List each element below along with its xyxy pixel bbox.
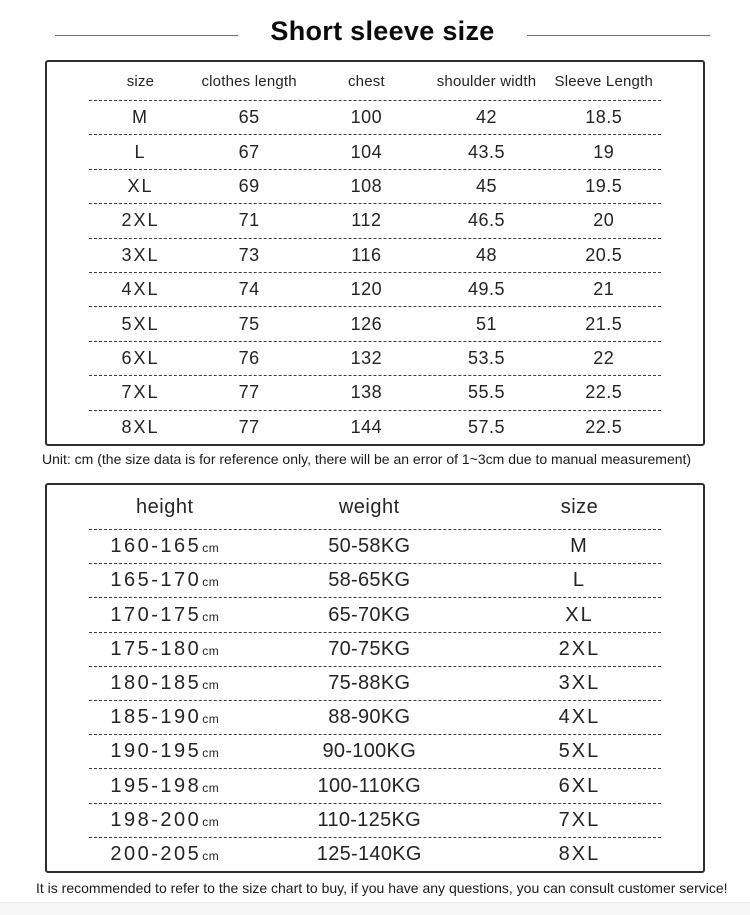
height-cell <box>89 672 241 695</box>
weight-cell: 100-110KG <box>317 774 422 797</box>
measurement-table-header-row <box>89 62 661 101</box>
table-row <box>89 530 661 564</box>
table-row <box>89 735 661 769</box>
height-cell <box>89 535 241 558</box>
height-cell <box>89 843 241 866</box>
chest-cell: 108 <box>350 176 383 197</box>
chest-cell: 120 <box>350 279 383 300</box>
chest-cell: 126 <box>350 313 383 334</box>
table-row <box>89 804 661 838</box>
weight-cell: 88-90KG <box>328 706 411 729</box>
height-cell <box>89 740 241 763</box>
shoulder-width-cell: 43.5 <box>467 141 506 162</box>
height-value: 195-198 <box>110 774 202 797</box>
sleeve-length-cell: 20 <box>593 210 615 231</box>
size-cell: 7XL <box>558 808 601 831</box>
size-cell: 6XL <box>558 774 601 797</box>
advice-note: It is recommended to refer to the size chart to buy, if you have any questions, you can consult customer service! <box>36 880 728 896</box>
size-cell: 5XL <box>558 740 601 763</box>
size-cell: XL <box>127 176 154 197</box>
sleeve-length-cell: 20.5 <box>585 244 623 265</box>
table-row <box>89 633 661 667</box>
height-value: 160-165 <box>110 535 202 558</box>
clothes-length-cell: 75 <box>238 313 260 334</box>
shoulder-width-cell: 49.5 <box>467 279 506 300</box>
chest-cell: 104 <box>350 141 383 162</box>
clothes-length-cell: 71 <box>238 210 260 231</box>
height-cell <box>89 604 241 627</box>
weight-cell: 58-65KG <box>328 569 411 592</box>
height-value: 190-195 <box>110 740 202 763</box>
size-cell: 8XL <box>121 416 160 437</box>
height-value: 180-185 <box>110 671 202 694</box>
table-row <box>89 342 661 376</box>
sleeve-length-cell: 21 <box>593 279 615 300</box>
shoulder-width-cell: 48 <box>475 244 498 265</box>
chest-cell: 132 <box>350 348 383 369</box>
header-size: size <box>560 495 599 518</box>
size-cell: 2XL <box>558 637 601 660</box>
measurement-table-body <box>47 62 703 444</box>
size-cell: 6XL <box>121 348 160 369</box>
chest-cell: 138 <box>350 382 383 403</box>
header-chest: chest <box>347 72 385 90</box>
weight-cell: 75-88KG <box>328 671 411 694</box>
height-value: 198-200 <box>110 808 202 831</box>
clothes-length-cell: 74 <box>238 279 260 300</box>
clothes-length-cell: 77 <box>238 382 260 403</box>
weight-cell: 70-75KG <box>328 637 411 660</box>
size-cell: 5XL <box>121 313 160 334</box>
clothes-length-cell: 76 <box>238 348 260 369</box>
sleeve-length-cell: 19.5 <box>585 176 623 197</box>
size-cell: 3XL <box>558 671 601 694</box>
sleeve-length-cell: 21.5 <box>585 313 623 334</box>
height-unit: cm <box>202 541 220 556</box>
size-cell: 3XL <box>121 244 160 265</box>
height-cell <box>89 809 241 832</box>
height-value: 170-175 <box>110 603 202 626</box>
sleeve-length-cell: 22.5 <box>585 416 623 437</box>
sleeve-length-cell: 19 <box>593 141 615 162</box>
shoulder-width-cell: 42 <box>475 107 498 128</box>
shoulder-width-cell: 51 <box>475 313 498 334</box>
size-cell: M <box>131 107 149 128</box>
size-cell: 8XL <box>558 842 601 865</box>
table-row <box>89 598 661 632</box>
chest-cell: 100 <box>350 107 383 128</box>
height-cell <box>89 638 241 661</box>
size-cell: L <box>572 569 587 592</box>
height-unit: cm <box>202 780 220 795</box>
chest-cell: 144 <box>350 416 383 437</box>
fit-table-body <box>47 485 703 871</box>
table-row <box>89 273 661 307</box>
weight-cell: 90-100KG <box>322 740 417 763</box>
weight-cell: 50-58KG <box>328 535 411 558</box>
clothes-length-cell: 67 <box>238 141 260 162</box>
fit-table <box>45 483 705 873</box>
table-row <box>89 135 661 169</box>
unit-note: Unit: cm (the size data is for reference only, there will be an error of 1~3cm due to manual measurement) <box>42 451 692 467</box>
size-cell: 2XL <box>121 210 160 231</box>
height-unit: cm <box>202 575 220 590</box>
clothes-length-cell: 65 <box>238 107 260 128</box>
height-unit: cm <box>202 609 220 624</box>
fit-table-header-row <box>89 485 661 530</box>
height-unit: cm <box>202 643 220 658</box>
table-row <box>89 101 661 135</box>
table-row <box>89 411 661 444</box>
height-unit: cm <box>202 848 220 863</box>
shoulder-width-cell: 53.5 <box>467 348 506 369</box>
shoulder-width-cell: 46.5 <box>467 210 506 231</box>
height-value: 165-170 <box>110 569 202 592</box>
title-left-line <box>55 35 238 36</box>
table-row <box>89 701 661 735</box>
title-right-line <box>527 35 710 36</box>
size-cell: M <box>570 535 589 558</box>
height-cell <box>89 775 241 798</box>
height-unit: cm <box>202 677 220 692</box>
clothes-length-cell: 69 <box>238 176 260 197</box>
weight-cell: 125-140KG <box>316 842 422 865</box>
height-unit: cm <box>202 746 220 761</box>
height-value: 200-205 <box>110 842 202 865</box>
size-cell: 4XL <box>121 279 160 300</box>
sleeve-length-cell: 22.5 <box>585 382 623 403</box>
table-row <box>89 307 661 341</box>
height-value: 185-190 <box>110 706 202 729</box>
table-row <box>89 564 661 598</box>
header-height: height <box>136 495 194 518</box>
size-cell: 4XL <box>558 706 601 729</box>
header-clothes-length: clothes length <box>201 72 297 90</box>
table-row <box>89 239 661 273</box>
header-weight: weight <box>338 495 400 518</box>
height-cell <box>89 706 241 729</box>
shoulder-width-cell: 55.5 <box>467 382 506 403</box>
measurement-table <box>45 60 705 446</box>
clothes-length-cell: 73 <box>238 244 260 265</box>
height-unit: cm <box>202 712 220 727</box>
header-sleeve-length: Sleeve Length <box>554 72 654 90</box>
page-title: Short sleeve size <box>270 15 495 46</box>
height-unit: cm <box>202 814 220 829</box>
table-row <box>89 170 661 204</box>
chest-cell: 116 <box>351 244 382 265</box>
table-row <box>89 204 661 238</box>
table-row <box>89 769 661 803</box>
table-row <box>89 667 661 701</box>
sleeve-length-cell: 22 <box>593 348 615 369</box>
table-row <box>89 838 661 871</box>
sleeve-length-cell: 18.5 <box>585 107 623 128</box>
table-row <box>89 376 661 410</box>
height-value: 175-180 <box>110 637 202 660</box>
height-cell <box>89 569 241 592</box>
header-size: size <box>126 72 155 90</box>
size-cell: 7XL <box>121 382 160 403</box>
header-shoulder-width: shoulder width <box>436 72 537 90</box>
title-row <box>0 0 750 58</box>
chest-cell: 112 <box>351 210 382 231</box>
size-cell: L <box>134 141 147 162</box>
shoulder-width-cell: 57.5 <box>467 416 506 437</box>
clothes-length-cell: 77 <box>238 416 260 437</box>
weight-cell: 110-125KG <box>317 808 422 831</box>
footer-strip <box>0 902 750 915</box>
size-cell: XL <box>565 603 594 626</box>
weight-cell: 65-70KG <box>328 603 411 626</box>
shoulder-width-cell: 45 <box>475 176 498 197</box>
